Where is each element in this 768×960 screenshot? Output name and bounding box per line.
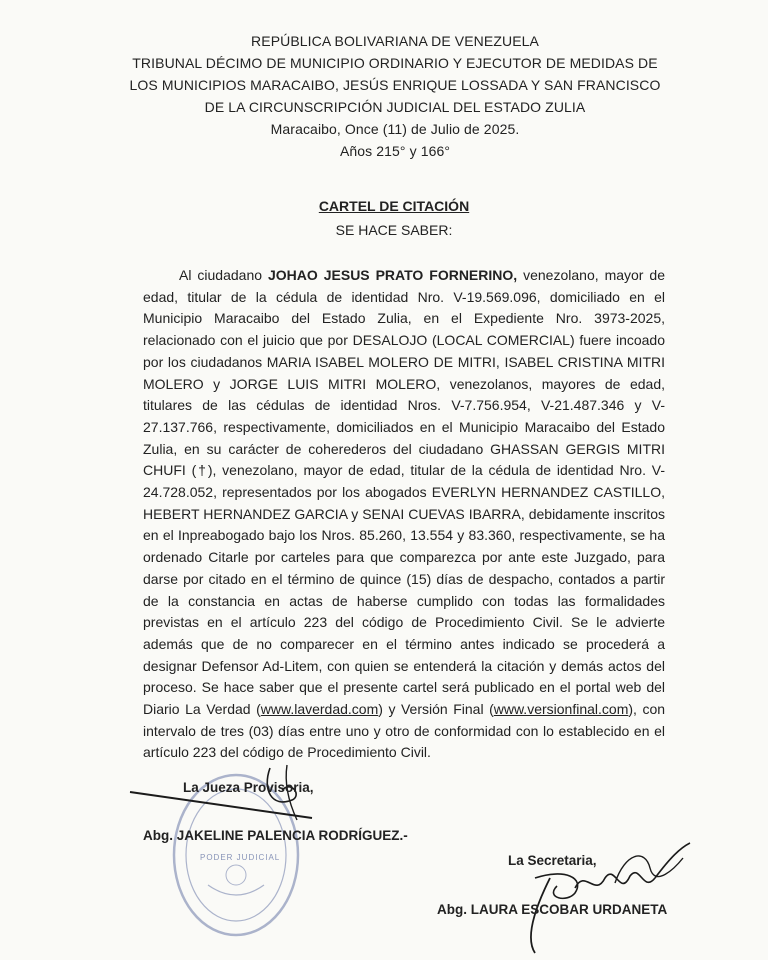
header-republic: REPÚBLICA BOLIVARIANA DE VENEZUELA	[251, 33, 539, 49]
document-title: CARTEL DE CITACIÓN	[318, 198, 470, 214]
body-end: ), con intervalo de tres (03) días entre uno y otro de conformidad con lo establecido en el artículo 223 del código de Procedimiento Civil.	[143, 701, 666, 761]
header-municipios: LOS MUNICIPIOS MARACAIBO, JESÚS ENRIQUE LOSSADA Y SAN FRANCISCO	[129, 77, 661, 93]
body-text: venezolano, mayor de edad, titular de la cédula de identidad Nro. V-19.569.096, domiciliado en el Municipio Maracaibo del Estado Zulia, en el Expediente Nro. 3973-2025, relacionado con el juicio que por DESALOJO (LOCAL COMERCIAL) fuere incoado por los ciudadanos MARIA ISABEL MOLERO DE MITRI, ISABEL CRISTINA MITRI MOLERO y JORGE LUIS MITRI MOLERO, venezolanos, mayores de edad, titulares de las cédulas de identidad Nros. V-7.756.954, V-21.487.346 y V-27.137.766, respectivamente, domiciliados en el Municipio Maracaibo del Estado Zulia, en su carácter de coherederos del ciudadano GHASSAN GERGIS MITRI CHUFI (†), venezolano, mayor de edad, titular de la cédula de identidad Nro. V-24.728.052, representados por los abogados EVERLYN HERNANDEZ CASTILLO, HEBERT HERNANDEZ GARCIA y SENAI CUEVAS IBARRA, debidamente inscritos en el Inpreabogado bajo los Nros. 85.260, 13.554 y 83.360, respectivamente, se ha ordenado Citarle por carteles para que comparezca por ante este Juzgado, para darse por citado en el término de quince (15) días de despacho, contados a partir de la constancia en actas de haberse cumplido con todas las formalidades previstas en el artículo 223 del código de Procedimiento Civil. Se le advierte además que de no comparecer en el término antes indicado se procederá a designar Defensor Ad-Litem, con quien se entenderá la citación y demás actos del proceso. Se hace saber que el presente cartel será publicado en el portal web del Diario La Verdad (	[143, 267, 666, 718]
header-years: Años 215° y 166°	[339, 143, 451, 159]
secretaria-closing: La Secretaria,	[508, 853, 597, 868]
jueza-closing: La Jueza Provisoria,	[183, 780, 314, 795]
body-mid: ) y Versión Final (	[378, 701, 494, 718]
header-date: Maracaibo, Once (11) de Julio de 2025.	[270, 121, 520, 137]
header-tribunal: TRIBUNAL DÉCIMO DE MUNICIPIO ORDINARIO Y EJECUTOR DE MEDIDAS DE	[132, 55, 658, 71]
jueza-name: Abg. JAKELINE PALENCIA RODRÍGUEZ.-	[143, 828, 408, 843]
link-laverdad[interactable]: www.laverdad.com	[260, 701, 379, 718]
body-intro: Al ciudadano	[179, 267, 268, 283]
document-header	[100, 30, 690, 162]
secretaria-name: Abg. LAURA ESCOBAR URDANETA	[437, 902, 668, 917]
document-subtitle: SE HACE SABER:	[335, 222, 453, 238]
jueza-signature-icon	[122, 760, 322, 830]
link-versionfinal[interactable]: www.versionfinal.com	[493, 701, 629, 718]
citado-name: JOHAO JESUS PRATO FORNERINO,	[267, 267, 518, 283]
header-circunscripcion: DE LA CIRCUNSCRIPCIÓN JUDICIAL DEL ESTADO ZULIA	[204, 99, 586, 115]
stamp-text: PODER JUDICIAL	[200, 853, 281, 862]
body-paragraph	[143, 265, 665, 764]
document-body	[143, 265, 665, 764]
